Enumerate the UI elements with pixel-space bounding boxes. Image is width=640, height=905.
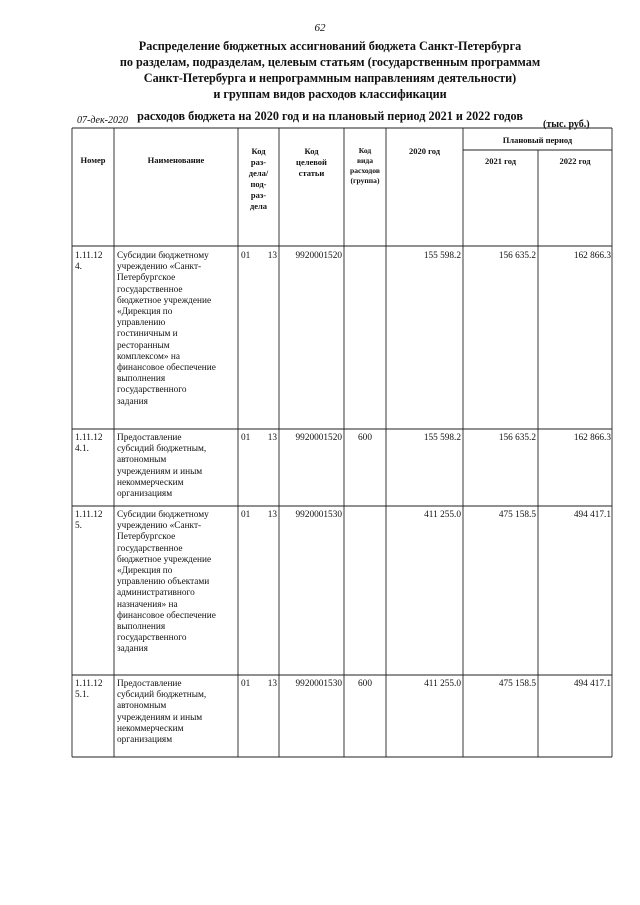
header-target-line: Код [304, 146, 319, 156]
header-number: Номер [80, 155, 106, 165]
row-2020: 155 598.2 [423, 251, 461, 261]
row-section: 01 [241, 510, 251, 520]
row-name-line: бюджетное учреждение [117, 554, 212, 565]
header-section-line: Код [251, 146, 266, 156]
header-planned-period: Плановый период [502, 135, 573, 145]
row-name-line: задания [117, 644, 148, 655]
header-kind [344, 146, 386, 186]
row-2022: 494 417.1 [573, 679, 611, 689]
row-number-part: 1.11.12 [75, 510, 103, 520]
row-name-line: Субсидии бюджетному [117, 251, 209, 261]
header-kind-line: расходов [350, 166, 380, 175]
row-name [117, 251, 238, 408]
header-2021: 2021 год [484, 156, 517, 166]
row-name-line: государственного [117, 633, 187, 644]
row-number-part: 5. [75, 521, 82, 532]
row-name-line: государственное [117, 543, 183, 554]
row-name-line: «Дирекция по [117, 307, 173, 318]
row-name [117, 433, 238, 500]
row-target: 9920001520 [295, 251, 342, 261]
header-section-line: дела/ [248, 168, 269, 178]
row-name-line: государственное [117, 284, 183, 295]
header-section-line: раз- [250, 190, 267, 200]
row-name-line: автономным [117, 701, 167, 712]
row-name-line: гостиничным и [117, 329, 178, 340]
header-2022: 2022 год [559, 156, 591, 166]
row-name-line: финансовое обеспечение [117, 363, 216, 374]
row-name [117, 679, 238, 746]
row-name-line: учреждению «Санкт- [117, 262, 202, 273]
row-number-part: 4.1. [75, 444, 89, 455]
row-target: 9920001530 [295, 510, 342, 520]
row-number [75, 679, 113, 701]
row-name-line: учреждениям и иным [117, 466, 203, 477]
row-kind: 600 [358, 679, 372, 689]
header-section [238, 146, 279, 212]
row-subsection: 13 [267, 251, 277, 261]
row-name-line: Субсидии бюджетному [117, 510, 209, 520]
title-line: Санкт-Петербурга и непрограммным направлениям деятельности) [143, 71, 517, 85]
row-name-line: организациям [117, 735, 173, 746]
header-kind-line: вида [356, 156, 374, 165]
row-2021: 475 158.5 [498, 679, 536, 689]
row-number-part: 1.11.12 [75, 433, 103, 443]
title-line: по разделам, подразделам, целевым статьям (государственным программам [119, 55, 541, 69]
row-name-line: комплексом» на [117, 351, 180, 362]
row-2022: 162 866.3 [573, 251, 611, 261]
row-name-line: выполнения [117, 622, 166, 633]
row-section: 01 [241, 251, 251, 261]
row-name-line: некоммерческим [117, 477, 184, 488]
row-name-line: Предоставление [117, 679, 182, 689]
header-2020: 2020 год [408, 146, 441, 156]
row-name-line: Петербургское [117, 273, 176, 284]
row-2020: 155 598.2 [423, 433, 461, 443]
row-number-part: 1.11.12 [75, 679, 103, 689]
row-section: 01 [241, 433, 251, 443]
title-line: Распределение бюджетных ассигнований бюджета Санкт-Петербурга [138, 39, 522, 53]
row-name-line: назначения» на [117, 599, 178, 610]
header-kind-line: Код [358, 146, 372, 155]
row-name-line: Предоставление [117, 433, 182, 443]
header-section-line: под- [250, 179, 267, 189]
row-name-line: бюджетное учреждение [117, 295, 212, 306]
row-2021: 156 635.2 [498, 433, 536, 443]
row-number-part: 4. [75, 262, 82, 273]
row-name-line: некоммерческим [117, 723, 184, 734]
row-subsection: 13 [267, 510, 277, 520]
header-kind-line: (группа) [350, 176, 380, 185]
row-subsection: 13 [267, 679, 277, 689]
unit-label: (тыс. руб.) [543, 119, 590, 130]
row-name-line: управлению [117, 318, 166, 329]
document-date: 07-дек-2020 [77, 115, 128, 126]
header-target [279, 146, 344, 179]
title-line: и группам видов расходов классификации [213, 87, 447, 101]
row-number [75, 510, 113, 532]
header-target-line: статьи [298, 168, 325, 178]
row-name-line: субсидий бюджетным, [117, 444, 207, 455]
row-name-line: «Дирекция по [117, 566, 173, 577]
row-name-line: субсидий бюджетным, [117, 690, 207, 701]
row-2020: 411 255.0 [424, 510, 461, 520]
row-name [117, 510, 238, 656]
row-number [75, 251, 113, 273]
row-kind: 600 [358, 433, 372, 443]
row-2020: 411 255.0 [424, 679, 461, 689]
row-2021: 475 158.5 [498, 510, 536, 520]
row-name-line: выполнения [117, 374, 166, 385]
row-target: 9920001530 [295, 679, 342, 689]
row-section: 01 [241, 679, 251, 689]
row-number-part: 5.1. [75, 690, 89, 701]
row-subsection: 13 [267, 433, 277, 443]
row-number [75, 433, 113, 455]
page-number: 62 [314, 22, 326, 34]
header-target-line: целевой [296, 157, 327, 167]
row-name-line: административного [117, 588, 195, 599]
row-2021: 156 635.2 [498, 251, 536, 261]
header-name: Наименование [147, 155, 205, 165]
row-name-line: учреждениям и иным [117, 712, 203, 723]
title-line: расходов бюджета на 2020 год и на плановый период 2021 и 2022 годов [137, 109, 523, 123]
row-name-line: организациям [117, 489, 173, 500]
row-name-line: автономным [117, 455, 167, 466]
row-name-line: финансовое обеспечение [117, 610, 216, 621]
row-number-part: 1.11.12 [75, 251, 103, 261]
row-2022: 162 866.3 [573, 433, 611, 443]
row-name-line: Петербургское [117, 532, 176, 543]
row-name-line: учреждению «Санкт- [117, 521, 202, 532]
row-target: 9920001520 [295, 433, 342, 443]
row-name-line: ресторанным [117, 340, 170, 351]
row-2022: 494 417.1 [573, 510, 611, 520]
header-section-line: раз- [250, 157, 267, 167]
row-name-line: государственного [117, 385, 187, 396]
row-name-line: управлению объектами [117, 577, 210, 588]
header-section-line: дела [249, 201, 268, 211]
row-name-line: задания [117, 396, 148, 407]
